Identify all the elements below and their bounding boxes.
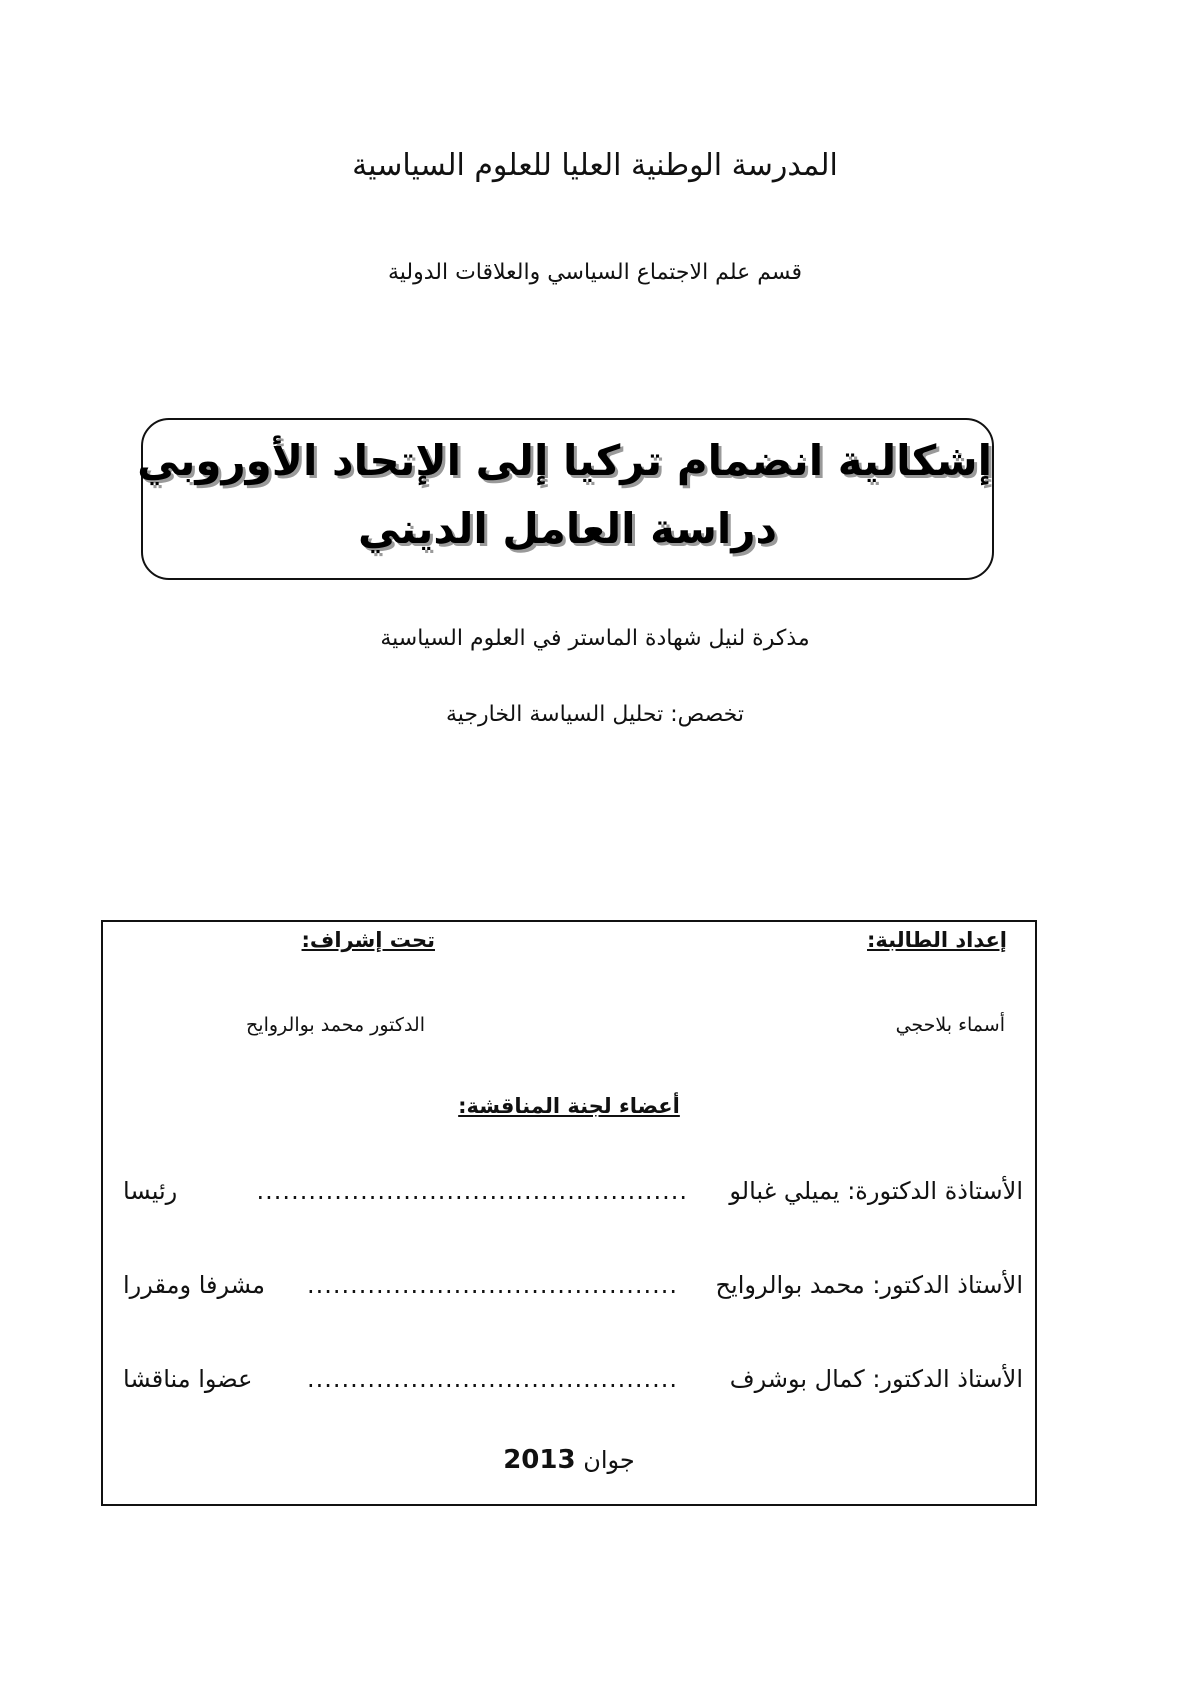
dot-leader: ........................................... (306, 1271, 678, 1299)
member-role: الأستاذ الدكتور: محمد بوالروايح (715, 1271, 1023, 1299)
member-position: رئيسا (123, 1177, 178, 1205)
committee-member (123, 1271, 1023, 1307)
info-box (101, 920, 1037, 1506)
thesis-title-line-2: دراسة العامل الديني (357, 504, 778, 553)
department-name: قسم علم الاجتماع السياسي والعلاقات الدولية (387, 260, 803, 285)
member-position: عضوا مناقشا (123, 1365, 253, 1393)
thesis-title-line-1: إشكالية انضمام تركيا إلى الإتحاد الأوروبي (137, 436, 992, 485)
date-year: 2013 (503, 1445, 576, 1475)
committee-member (123, 1177, 1023, 1213)
dot-leader: ........................................... (306, 1365, 678, 1393)
member-role: الأستاذ الدكتور: كمال بوشرف (729, 1365, 1023, 1393)
committee-label: أعضاء لجنة المناقشة: (458, 1094, 680, 1118)
member-position: مشرفا ومقررا (123, 1271, 266, 1299)
supervision-label: تحت إشراف: (301, 928, 435, 952)
member-role: الأستاذة الدكتورة: يميلي غبالو (729, 1177, 1023, 1205)
thesis-type: مذكرة لنيل شهادة الماستر في العلوم السياسية (380, 626, 810, 651)
school-name: المدرسة الوطنية العليا للعلوم السياسية (352, 148, 838, 183)
defense-date (103, 1445, 1035, 1475)
date-month: جوان (583, 1446, 635, 1474)
student-name: أسماء بلاحجي (895, 1014, 1005, 1036)
supervisor-name: الدكتور محمد بوالروايح (246, 1014, 425, 1036)
committee-member (123, 1365, 1023, 1401)
thesis-title-box (137, 418, 994, 580)
prepared-by-label: إعداد الطالبة: (867, 928, 1007, 952)
dot-leader: .................................................. (256, 1177, 688, 1205)
specialization: تخصص: تحليل السياسة الخارجية (445, 702, 745, 727)
